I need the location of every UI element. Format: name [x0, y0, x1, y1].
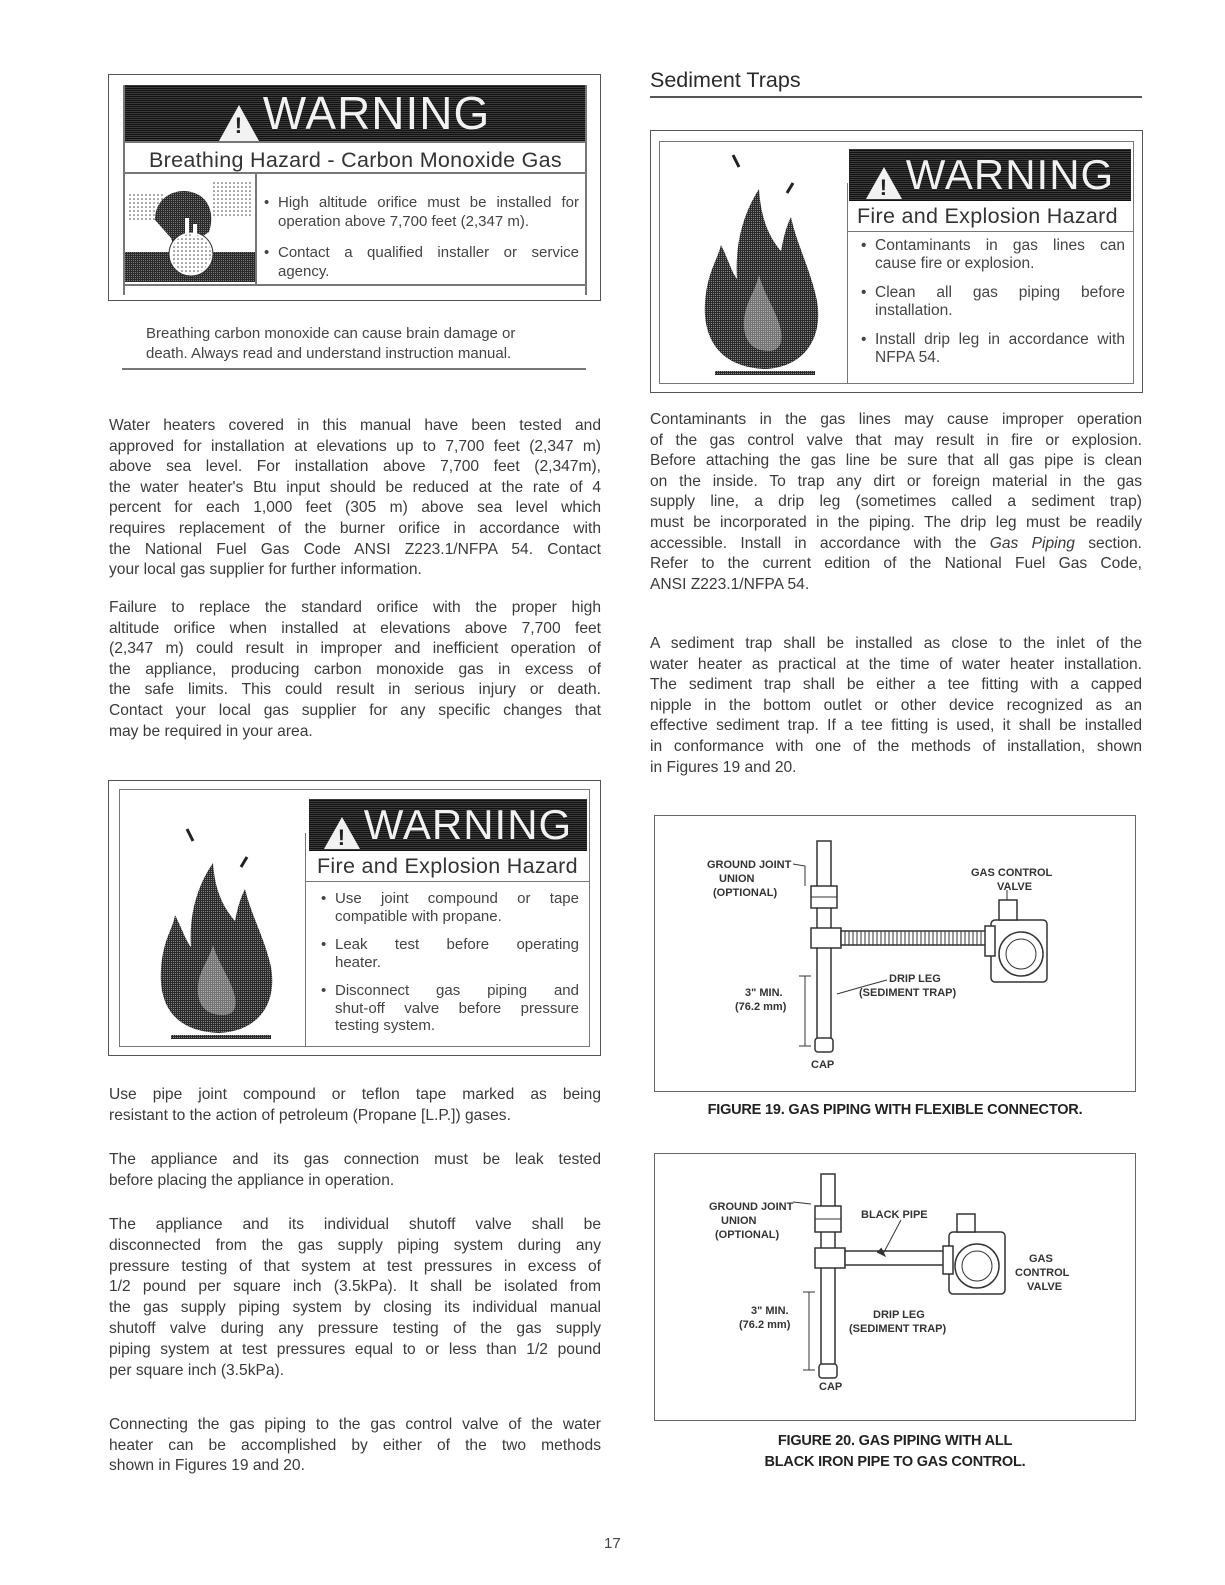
text-line: water heater as practical at the time of water heater installation.	[650, 655, 1142, 673]
figure-19-diagram	[655, 816, 1135, 1091]
sediment-trap-paragraph	[650, 634, 1142, 778]
leak-test-paragraph	[109, 1150, 601, 1191]
flame-icon	[685, 145, 845, 377]
label-drip-leg: DRIP LEG	[873, 1309, 925, 1321]
bullet-line: compatible with propane.	[335, 907, 502, 925]
text-line: before placing the appliance in operation.	[109, 1171, 395, 1189]
label-control: CONTROL	[1015, 1267, 1070, 1279]
fire-hazard-title: Fire and Explosion Hazard	[317, 854, 578, 878]
text-line: altitude orifice when installed at elevations above 7,700 feet	[109, 619, 601, 637]
text-line: Use pipe joint compound or teflon tape marked as being	[109, 1086, 601, 1103]
text-line: your local gas supplier for further information.	[109, 561, 422, 579]
warning-triangle-icon	[324, 817, 360, 849]
figure-20-box	[654, 1153, 1136, 1421]
label-valve: VALVE	[1027, 1281, 1063, 1293]
figure-20-caption	[654, 1431, 1136, 1473]
label-min: 3" MIN.	[745, 987, 783, 999]
bullet-line: • Leak test before operating	[335, 936, 579, 953]
text-line: above sea level. For installation above 7,700 feet (2,347m),	[109, 458, 601, 476]
text-line: the National Fuel Gas Code ANSI Z223.1/NFPA 54. Contact	[109, 540, 601, 558]
co-bullet-orifice: • High altitude orifice must be installed for operation above 7,700 feet (2,347 m).	[264, 193, 579, 231]
warning-signal-word: WARNING	[363, 801, 573, 848]
shutoff-valve-paragraph	[109, 1215, 601, 1381]
text-line: shown in Figures 19 and 20.	[109, 1457, 305, 1475]
bullet-line: NFPA 54.	[875, 349, 941, 366]
fire-warning-bullets-right	[861, 237, 1125, 367]
figure-19-caption: FIGURE 19. GAS PIPING WITH FLEXIBLE CONNECTOR.	[707, 1102, 1083, 1118]
text-line: (2,347 m) could result in improper and inefficient operation of	[109, 640, 601, 658]
flame-icon	[139, 819, 299, 1039]
warning-banner	[849, 149, 1131, 201]
text-line: the appliance, producing carbon monoxide gas in excess of	[109, 660, 601, 678]
text-line: the safe limits. This could result in serious injury or death.	[109, 681, 601, 699]
label-cap: CAP	[811, 1059, 835, 1071]
section-title: Sediment Traps	[650, 68, 801, 92]
co-breathing-person-icon	[125, 174, 255, 282]
co-bullet-contact: • Contact a qualified installer or service agency.	[264, 243, 579, 281]
fire-warning-box-right	[650, 130, 1143, 393]
text-line: the water heater's Btu input should be reduced at the rate of 4	[109, 478, 601, 496]
text-line: Contaminants in the gas lines may cause improper operation	[650, 411, 1142, 428]
text-line: heater can be accomplished by either of the two methods	[109, 1436, 601, 1454]
bullet-line: • Clean all gas piping before	[875, 284, 1125, 301]
bullet-line: heater.	[335, 953, 381, 971]
caption-line: BLACK IRON PIPE TO GAS CONTROL.	[764, 1454, 1026, 1470]
bullet-line: shut-off valve before pressure	[335, 999, 579, 1017]
co-footer-line: Breathing carbon monoxide can cause brain damage or	[146, 325, 516, 342]
text-line: The appliance and its individual shutoff valve shall be	[109, 1216, 601, 1233]
warning-banner	[123, 85, 586, 141]
warning-banner	[309, 799, 587, 851]
contaminants-paragraph	[650, 410, 1142, 595]
label-valve: VALVE	[997, 881, 1033, 893]
text-line: Water heaters covered in this manual have been tested and	[109, 417, 601, 434]
bullet-clean-piping	[861, 284, 1125, 320]
text-line: pressure testing of that system at test pressures in excess of	[109, 1257, 601, 1275]
label-mm: (76.2 mm)	[735, 1001, 787, 1013]
pipe-compound-paragraph	[109, 1085, 601, 1126]
figure-20-diagram	[655, 1154, 1135, 1420]
label-drip-leg: DRIP LEG	[889, 973, 941, 985]
text-line: ANSI Z223.1/NFPA 54.	[650, 575, 810, 593]
label-optional: (OPTIONAL)	[713, 887, 778, 899]
text-line: the gas supply piping system by closing its individual manual	[109, 1299, 601, 1317]
bullet-line: cause fire or explosion.	[875, 255, 1035, 272]
bullet-disconnect	[321, 982, 579, 1035]
text-line: may be required in your area.	[109, 722, 313, 740]
warning-signal-word: WARNING	[262, 87, 491, 139]
fire-warning-bullets-left	[321, 890, 579, 1035]
bullet-line: • Use joint compound or tape	[335, 890, 579, 907]
label-gas: GAS	[1029, 1253, 1053, 1265]
text-line: disconnected from the gas supply piping system during any	[109, 1236, 601, 1254]
bullet-contaminants	[861, 237, 1125, 273]
text-line: A sediment trap shall be installed as close to the inlet of the	[650, 635, 1142, 652]
text-line: approved for installation at elevations up to 7,700 feet (2,347 m)	[109, 437, 601, 455]
text-line	[650, 534, 1142, 555]
bullet-joint-compound	[321, 890, 579, 925]
warning-triangle-icon	[866, 167, 902, 199]
label-min: 3" MIN.	[751, 1305, 789, 1317]
label-ground-joint: GROUND JOINT	[709, 1201, 794, 1213]
fire-hazard-title: Fire and Explosion Hazard	[857, 204, 1118, 228]
text-line: per square inch (3.5kPa).	[109, 1361, 285, 1379]
label-mm: (76.2 mm)	[739, 1319, 791, 1331]
label-ground-joint: GROUND JOINT	[707, 859, 792, 871]
bullet-line: • Disconnect gas piping and	[335, 982, 579, 999]
text-line: resistant to the action of petroleum (Propane [L.P.]) gases.	[109, 1106, 511, 1124]
label-cap: CAP	[819, 1381, 843, 1393]
altitude-paragraph	[109, 416, 601, 581]
co-footer-line: death. Always read and understand instruction manual.	[146, 344, 512, 362]
text-line: Before attaching the gas line be sure that all gas pipe is clean	[650, 452, 1142, 470]
text-line: in conformance with one of the methods of installation, shown	[650, 737, 1142, 755]
orifice-failure-paragraph	[109, 598, 601, 742]
page-number: 17	[604, 1535, 621, 1552]
figure-19-box	[654, 815, 1136, 1092]
bullet-drip-leg	[861, 331, 1125, 367]
label-gas-control: GAS CONTROL	[971, 867, 1053, 879]
co-warning-box	[108, 74, 601, 301]
warning-triangle-icon	[219, 105, 259, 141]
label-union: UNION	[719, 873, 755, 885]
section-rule	[650, 96, 1142, 98]
text-segment: section.	[1074, 534, 1142, 552]
text-line: in Figures 19 and 20.	[650, 758, 797, 776]
warning-signal-word: WARNING	[905, 151, 1115, 198]
co-warning-bullets	[264, 193, 579, 281]
label-sediment-trap: (SEDIMENT TRAP)	[849, 1323, 947, 1335]
label-sediment-trap: (SEDIMENT TRAP)	[859, 987, 957, 999]
bullet-line: testing system.	[335, 1017, 436, 1034]
text-line: of the gas control valve that may result in fire or explosion.	[650, 431, 1142, 449]
label-union: UNION	[721, 1215, 757, 1227]
text-line: on the inside. To trap any dirt or foreign material in the gas	[650, 472, 1142, 490]
bullet-leak-test	[321, 936, 579, 971]
connecting-piping-paragraph	[109, 1415, 601, 1477]
text-line: effective sediment trap. If a tee fitting is used, it shall be installed	[650, 717, 1142, 735]
co-warning-footer-text	[146, 324, 515, 363]
text-line: Contact your local gas supplier for any specific changes that	[109, 701, 601, 719]
text-line: supply line, a drip leg (sometimes called a sediment trap)	[650, 493, 1142, 511]
text-line: percent for each 1,000 feet (305 m) above sea level which	[109, 499, 601, 517]
text-line: The sediment trap shall be either a tee fitting with a capped	[650, 676, 1142, 694]
text-line: Connecting the gas piping to the gas control valve of the water	[109, 1416, 601, 1433]
bullet-line: • Install drip leg in accordance with	[875, 331, 1125, 348]
co-hazard-title: Breathing Hazard - Carbon Monoxide Gas	[149, 148, 562, 172]
label-black-pipe: BLACK PIPE	[861, 1209, 928, 1221]
text-line: shutoff valve during any pressure testing of the gas supply	[109, 1319, 601, 1337]
text-line: Refer to the current edition of the National Fuel Gas Code,	[650, 555, 1142, 573]
text-line: piping system at test pressures equal to or less than 1/2 pound	[109, 1340, 601, 1358]
label-optional: (OPTIONAL)	[715, 1229, 780, 1241]
text-line: Failure to replace the standard orifice with the proper high	[109, 599, 601, 616]
bullet-line: • Contaminants in gas lines can	[875, 237, 1125, 254]
text-line: requires replacement of the burner orifice in accordance with	[109, 519, 601, 537]
text-line: 1/2 pound per square inch (3.5kPa). It shall be isolated from	[109, 1278, 601, 1296]
text-line: The appliance and its gas connection must be leak tested	[109, 1151, 601, 1168]
text-line: nipple in the bottom outlet or other device recognized as an	[650, 696, 1142, 714]
fire-warning-box-left	[108, 780, 601, 1056]
text-segment: accessible. Install in accordance with the	[650, 534, 990, 552]
bullet-line: installation.	[875, 302, 953, 319]
caption-line: FIGURE 20. GAS PIPING WITH ALL	[777, 1433, 1013, 1449]
text-line: must be incorporated in the piping. The drip leg must be readily	[650, 513, 1142, 531]
gas-piping-reference: Gas Piping	[989, 534, 1075, 552]
